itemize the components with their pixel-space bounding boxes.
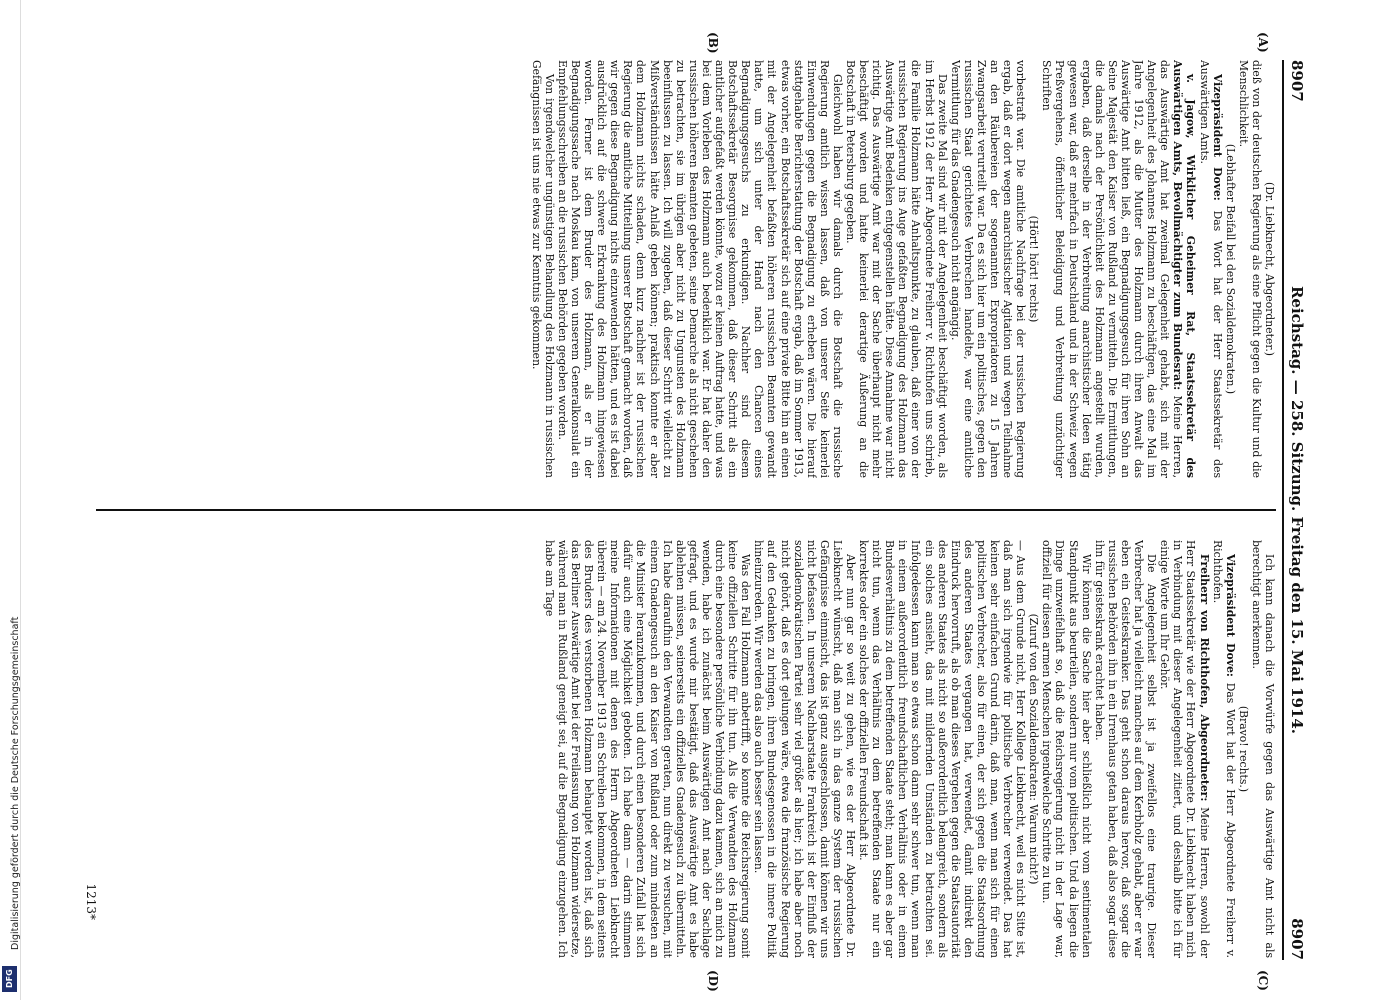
page-number-left: 8907	[1288, 60, 1306, 102]
paragraph: Das Wort hat der Herr Staatssekretär des Auswärtigen Amts.	[1197, 60, 1224, 478]
paragraph: Meine Herren, sowohl der Herr Staatssekretär wie der Herr Abgeordnete Dr. Liebknecht haben mich in Verbindung mit dieser Angelegenheit zitiert, und deshalb bitte ich für einige Worte um Ihr Gehör.	[1158, 540, 1211, 958]
speaker: Freiherr von Richthofen, Abgeordneter:	[1197, 554, 1211, 802]
reaction: (Bravo! rechts.)	[1236, 705, 1250, 793]
paragraph: Von irgendwelcher ungünstigen Behandlung des Holzmann in russischen Gefängnissen ist uns nie etwas zur Kenntnis gekommen.	[529, 60, 556, 478]
paragraph: Gleichwohl haben wir damals durch die Botschaft die russische Regierung amtlich wissen lassen, daß von unserer Seite keinerlei Einwendungen gegen die Begnadigung zu erheben wären. Die hierauf stattgehabte Berichterstattung der Botschaft ergab, daß im Sommer 1913, etwas vorher, ein Botschaftssekretär sich auf eine private Bitte hin an einen mit der Angelegenheit befaßten höheren russischen Beamten gewandt hatte, um sich unter der Hand nach den Chancen eines Begnadigungsgesuchs zu erkundigen. Nachher sind diesem Botschaftssekretär Besorgnisse gekommen, daß dieser Schritt als ein amtlicher aufgefaßt werden könnte, wozu er keinen Auftrag hatte, und was bei dem Vorleben des Holzmann auch bedenklich war. Er hat daher den russischen höheren Beamten gebeten, seine Demarche als nicht geschehen zu betrachten, sie im übrigen aber nicht zu Ungunsten des Holzmann beeinflussen zu lassen. Ich will zugeben, daß dieser Schritt vielleicht zu Mißverständnissen hätte Anlaß geben können; praktisch konnte er aber dem Holzmann nichts schaden, denn kurz nachher ist der russischen Regierung die amtliche Mitteilung unserer Botschaft gemacht worden, daß wir gegen diese Begnadigung nichts einzuwenden hätten, und es ist dabei ausdrücklich auf die schwere Erkrankung des Holzmann hingewiesen worden. Ferner ist dem Bruder des Holzmann, als er in der Begnadigungssache nach Moskau kam, von unserem Generalkonsulat ein Empfehlungsschreiben an die russischen Behörden gegeben worden.	[555, 60, 844, 478]
page-number-right: 8907	[1288, 918, 1306, 960]
marker-d: (D)	[706, 970, 720, 992]
right-column	[86, 540, 1276, 958]
reaction: (Lebhafter Beifall bei den Sozialdemokraten.)	[1223, 143, 1237, 395]
page-footer: 1213*	[84, 883, 98, 920]
dfg-credit: Digitalisierung gefördert durch die Deutsche Forschungsgemeinschaft	[10, 616, 21, 950]
marker-b: (B)	[706, 32, 720, 54]
column-divider	[96, 509, 1276, 511]
paragraph: vorbestraft war. Die amtliche Nachfrage bei der russischen Regierung ergab, daß er dort wegen anarchistischer Agitation und wegen Teilnahme an den Räubereien der sogenannten Expropriatoren zu 15 Jahren Zwangsarbeit verurteilt war. Da es sich hier um ein politisches, gegen den russischen Staat gerichtetes Verbrechen handelte, war eine amtliche Vermittlung für das Gnadengesuch nicht angängig.	[948, 60, 1028, 478]
paragraph: dieß von der deutschen Regierung als eine Pflicht gegen die Kultur und die Menschlichkeit.	[1236, 60, 1263, 478]
document-page	[80, 32, 1310, 992]
marker-a: (A)	[1256, 32, 1270, 53]
speaker-note: (Dr. Liebknecht, Abgeordneter.)	[1263, 182, 1276, 356]
paragraph: Was den Fall Holzmann anbetrifft, so konnte die Reichsregierung somit keine offiziellen Schritte für ihn tun. Als die Verwandten des Holzmann durch eine besondere persönliche Verbindung dazu kamen, sich an mich zu wenden, habe ich zunächst beim Auswärtigen Amt nach der Sachlage gefragt, und es wurde mir bestätigt, daß das Auswärtige Amt es habe ablehnen müssen, seinerseits ein offizielles Gnadengesuch zu übermitteln. Ich habe daraufhin den Verwandten geraten, nun direkt zu versuchen, mit einem Gnadengesuch an den Kaiser von Rußland oder zum mindesten an die Minister heranzukommen, und durch einen besonderen Zufall hat sich dafür auch eine Möglichkeit geboten. Ich habe dann — darin stimmen meine Informationen mit denen des Herrn Abgeordneten Liebknecht überein — am 24. November 1913 ein Schreiben bekommen, in dem seitens des Bruders des verstorbenen Holzmann behauptet worden ist, daß sich das Berliner Auswärtige Amt bei der Freilassung von Holzmann widersetze, während man in Rußland geneigt sei, auf die Begnadigung einzugehen. Ich habe am Tage	[542, 540, 753, 958]
speaker: Vizepräsident Dove:	[1223, 554, 1237, 677]
paragraph: Aber nun gar so weit zu gehen, wie es der Herr Abgeordnete Dr. Liebknecht wünscht, daß man sich in das ganze System der russischen Gefängnisse einmischt, das ist ganz ausgeschlossen, damit können wir uns nicht befassen. In unserem Nachbarstaate Frankreich ist der Einfluß der sozialdemokratischen Partei sehr viel größer als hier; ich habe aber noch nicht gehört, daß es dort gelungen wäre, etwa die französische Regierung auf den Gedanken zu bringen, ihren Bundesgenossen in die innere Politik hineinzureden. Wir werden das also auch besser sein lassen.	[752, 540, 857, 958]
sidebar-strip	[0, 0, 21, 1000]
reaction: (Hört! hört! rechts)	[1027, 215, 1041, 323]
paragraph: Die Angelegenheit selbst ist ja zweifellos eine traurige. Dieser Verbrecher hat ja vielleicht manches auf dem Kerbholz gehabt, aber er war eben ein Geisteskranker. Das geht schon daraus hervor, daß sogar die russischen Behörden ihn in ein Irrenhaus getan haben, daß also sogar diese ihn für geisteskrank erachtet haben.	[1092, 540, 1159, 958]
paragraph: Das Wort hat der Herr Abgeordnete Freiherr v. Richthofen.	[1210, 540, 1237, 958]
paragraph: Ich kann danach die Vorwürfe gegen das Auswärtige Amt nicht als berechtigt anerkennen.	[1249, 540, 1276, 958]
paragraph: Wir können die Sache hier aber schließlich nicht vom sentimentalen Standpunkt aus beurteilen, sondern nur vom politischen. Und da liegen die Dinge unzweifelhaft so, daß die Reichsregierung nicht in der Lage war, offiziell für diesen armen Menschen irgendwelche Schritte zu tun.	[1040, 540, 1093, 958]
paragraph: Meine Herren, das Auswärtige Amt hat zweimal Gelegenheit gehabt, sich mit der Angelegenheit des Johannes Holzmann zu beschäftigen, das eine Mal im Jahre 1912, als die Mutter des Holzmann durch ihren Anwalt das Auswärtige Amt bitten ließ, ein Begnadigungsgesuch für ihren Sohn an Seine Majestät den Kaiser von Rußland zu vermitteln. Die Ermittlungen, die damals nach der Persönlichkeit des Holzmann angestellt wurden, ergaben, daß derselbe in der Verbreitung anarchistischer Ideen tätig gewesen war, daß er mehrfach in Deutschland und in der Schweiz wegen Preßvergehens, öffentlicher Beleidigung und Verbreitung unzüchtiger Schriften	[1040, 60, 1185, 478]
left-column	[86, 60, 1276, 478]
speaker: v. Jagow, Wirklicher Geheimer Rat, Staatssekretär des Auswärtigen Amts, Bevollmächtigter zum Bundesrat:	[1171, 60, 1198, 478]
reaction: (Zuruf von den Sozialdemokraten: Warum nicht?)	[1027, 613, 1041, 885]
page-header	[1282, 60, 1310, 960]
dfg-logo: DFG	[2, 966, 17, 992]
speaker: Vizepräsident Dove:	[1210, 74, 1224, 201]
paragraph: Das zweite Mal sind wir mit der Angelegenheit beschäftigt worden, als im Herbst 1912 der Herr Abgeordnete Freiherr v. Richthofen uns schrieb, die Familie Holzmann hätte Anhaltspunkte, zu glauben, daß einer von der russischen Regierung ins Auge gefaßten Begnadigung des Holzmann das Auswärtige Amt Bedenken entgegenstellen hätte. Diese Annahme war nicht richtig. Das Auswärtige Amt war mit der Sache überhaupt nicht mehr beschäftigt worden und hatte keinerlei derartige Äußerung an die Botschaft in Petersburg gegeben.	[844, 60, 949, 478]
paragraph: — Aus dem Grunde nicht, Herr Kollege Liebknecht, weil es nicht Sitte ist, daß man sich irgendwie für politische Verbrecher verwendet. Das hat keinen sehr einfachen Grund darin, daß man, wenn man sich für einen politischen Verbrecher, also für einen, der sich gegen die Staatsordnung des anderen Staates vergangen hat, verwendet, damit indirekt den Eindruck hervorruft, als ob man dieses Vergehen gegen die Staatsautorität des anderen Staates als nicht so außerordentlich belangreich, sondern als ein solches ansieht, das mit mildernden Umständen zu betrachten sei. Infolgedessen kann man so etwas schon dann sehr schwer tun, wenn man in einem außerordentlich freundschaftlichen Verhältnis oder in einem Bundesverhältnis zu dem betreffenden Staate steht; man kann es aber gar nicht tun, wenn das Verhältnis zu dem betreffenden Staate nur ein korrektes oder ein solches der offiziellen Freundschaft ist.	[857, 540, 1028, 958]
page-title: Reichstag. — 258. Sitzung. Freitag den 15. Mai 1914.	[1288, 285, 1306, 735]
marker-c: (C)	[1256, 970, 1270, 991]
